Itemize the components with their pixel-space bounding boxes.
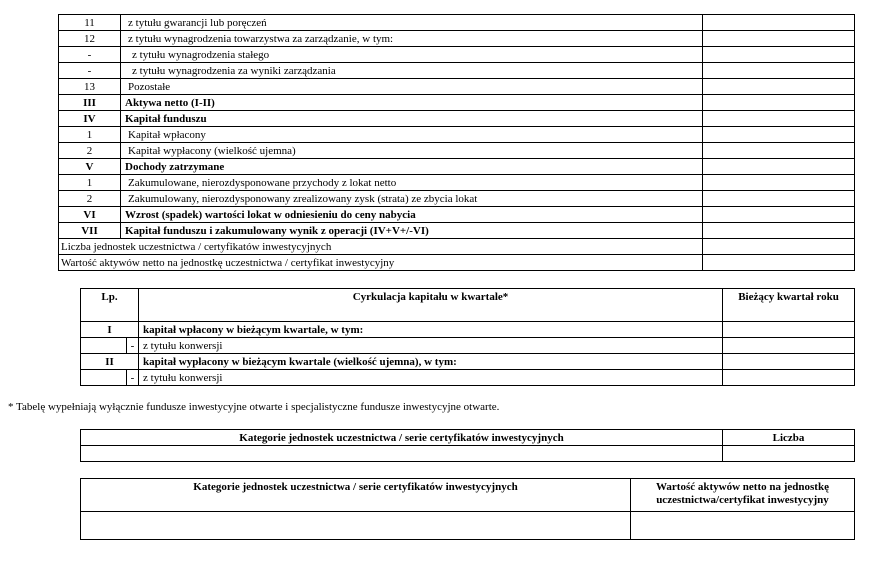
value-cell[interactable] [723,338,855,354]
row-label: Dochody zatrzymane [121,159,703,175]
row-label: z tytułu konwersji [139,370,723,386]
value-cell[interactable] [723,370,855,386]
table-row [59,191,855,207]
table-row [59,143,855,159]
row-number: 2 [59,143,121,159]
row-number: IV [59,111,121,127]
footnote: * Tabelę wypełniają wyłącznie fundusze inwestycyjne otwarte i specjalistyczne fundusze inwestycyjne otwarte. [8,401,500,413]
value-cell[interactable] [703,47,855,63]
value-cell[interactable] [703,127,855,143]
table-row [59,239,855,255]
table-row [59,15,855,31]
blank-cell [81,338,127,354]
table-row [59,255,855,271]
table-row [59,207,855,223]
row-number: VI [59,207,121,223]
value-cell[interactable] [703,63,855,79]
table-header-row [81,289,855,322]
table-row [59,175,855,191]
value-cell[interactable] [703,95,855,111]
row-number: 1 [59,175,121,191]
table-row [81,338,855,354]
value-cell[interactable] [703,143,855,159]
row-number: 13 [59,79,121,95]
row-number: 12 [59,31,121,47]
nav-per-unit-table [80,478,855,540]
capital-circulation-table [80,288,855,386]
nav-header: Wartość aktywów netto na jednostkę uczestnictwa/certyfikat inwestycyjny [631,479,855,512]
category-header: Kategorie jednostek uczestnictwa / serie certyfikatów inwestycyjnych [81,430,723,446]
category-cell[interactable] [81,512,631,540]
row-number: - [59,63,121,79]
value-cell[interactable] [703,239,855,255]
units-count-table [80,429,855,462]
category-cell[interactable] [81,446,723,462]
row-label: z tytułu gwarancji lub poręczeń [121,15,703,31]
table-row [81,370,855,386]
category-header: Kategorie jednostek uczestnictwa / serie certyfikatów inwestycyjnych [81,479,631,512]
balance-table-body [59,15,855,271]
value-cell[interactable] [703,79,855,95]
row-label: Wzrost (spadek) wartości lokat w odniesieniu do ceny nabycia [121,207,703,223]
value-cell[interactable] [703,175,855,191]
row-label: Zakumulowane, nierozdysponowane przychody z lokat netto [121,175,703,191]
row-label: Kapitał wypłacony (wielkość ujemna) [121,143,703,159]
row-number: - [59,47,121,63]
table-row [81,322,855,338]
row-number: III [59,95,121,111]
row-number: VII [59,223,121,239]
row-label: Zakumulowany, nierozdysponowany zrealizowany zysk (strata) ze zbycia lokat [121,191,703,207]
table-row [59,127,855,143]
table-header-row [81,479,855,512]
row-label: Pozostałe [121,79,703,95]
table-row [59,223,855,239]
blank-cell [81,370,127,386]
table-row [81,512,855,540]
value-cell[interactable] [723,354,855,370]
table-header-row [81,430,855,446]
table-row [81,354,855,370]
lp-header: Lp. [81,289,139,322]
table-row [59,111,855,127]
row-label: z tytułu wynagrodzenia stałego [121,47,703,63]
row-number: 1 [59,127,121,143]
row-label: Aktywa netto (I-II) [121,95,703,111]
value-cell[interactable] [703,255,855,271]
row-label: Kapitał wpłacony [121,127,703,143]
count-cell[interactable] [723,446,855,462]
row-label: z tytułu wynagrodzenia za wyniki zarządzania [121,63,703,79]
row-number: V [59,159,121,175]
row-label: Kapitał funduszu [121,111,703,127]
units-count-label: Liczba jednostek uczestnictwa / certyfikatów inwestycyjnych [59,239,703,255]
nav-per-unit-label: Wartość aktywów netto na jednostkę uczestnictwa / certyfikat inwestycyjny [59,255,703,271]
row-label: kapitał wpłacony w bieżącym kwartale, w tym: [139,322,723,338]
value-cell[interactable] [703,191,855,207]
value-cell[interactable] [723,322,855,338]
table-row [59,95,855,111]
row-number: 11 [59,15,121,31]
table-row [59,31,855,47]
table-row [59,79,855,95]
value-cell[interactable] [703,207,855,223]
row-number: I [81,322,139,338]
value-cell[interactable] [703,223,855,239]
row-label: z tytułu wynagrodzenia towarzystwa za zarządzanie, w tym: [121,31,703,47]
table-row [59,159,855,175]
value-cell[interactable] [703,15,855,31]
value-cell[interactable] [703,111,855,127]
table-row [59,47,855,63]
value-cell[interactable] [703,31,855,47]
table-row [81,446,855,462]
row-label: Kapitał funduszu i zakumulowany wynik z operacji (IV+V+/-VI) [121,223,703,239]
row-number: II [81,354,139,370]
nav-cell[interactable] [631,512,855,540]
row-number: - [127,370,139,386]
balance-table [58,14,855,271]
circulation-header: Cyrkulacja kapitału w kwartale* [139,289,723,322]
row-label: kapitał wypłacony w bieżącym kwartale (wielkość ujemna), w tym: [139,354,723,370]
row-number: - [127,338,139,354]
value-cell[interactable] [703,159,855,175]
count-header: Liczba [723,430,855,446]
row-number: 2 [59,191,121,207]
current-quarter-header: Bieżący kwartał roku [723,289,855,322]
table-row [59,63,855,79]
row-label: z tytułu konwersji [139,338,723,354]
